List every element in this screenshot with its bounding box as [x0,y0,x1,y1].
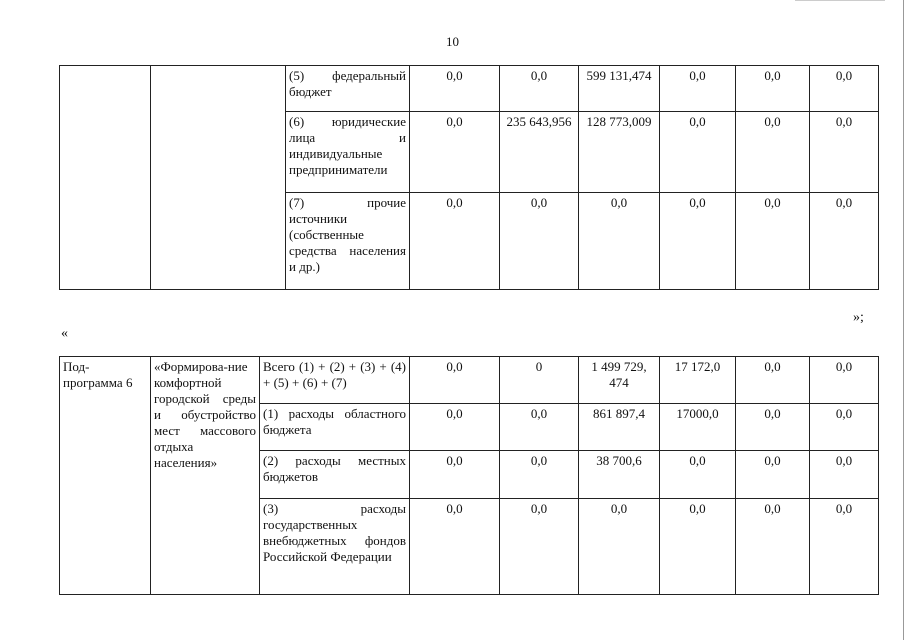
value-cell: 0,0 [500,451,579,499]
value-cell: 0,0 [410,193,500,290]
value-cell: 0,0 [810,193,879,290]
value-cell: 0,0 [736,112,810,193]
value-cell: 0,0 [410,357,500,404]
subprogram-title: «Формирова-ние комфортной городской среды и обустройство мест массового отдыха населения» [151,357,260,595]
value-cell: 0,0 [810,66,879,112]
value-cell: 0,0 [736,404,810,451]
page-number: 10 [446,34,459,49]
value-cell: 17 172,0 [660,357,736,404]
value-cell: 0,0 [810,499,879,595]
value-cell: 0,0 [810,451,879,499]
value-cell: 599 131,474 [579,66,660,112]
scan-edge-line [903,0,904,640]
value-cell: 235 643,956 [500,112,579,193]
value-cell: 861 897,4 [579,404,660,451]
row-description: (1) расходы областного бюджета [260,404,410,451]
value-cell: 38 700,6 [579,451,660,499]
value-cell: 0,0 [410,451,500,499]
value-cell: 0,0 [736,357,810,404]
value-cell: 0,0 [660,112,736,193]
value-cell: 0,0 [410,404,500,451]
value-cell: 0,0 [736,499,810,595]
row-description: (5) федеральный бюджет [286,66,410,112]
value-cell: 0,0 [410,66,500,112]
opening-quote: « [61,326,68,341]
value-cell: 0,0 [500,404,579,451]
value-cell: 0,0 [660,451,736,499]
row-description: (7) прочие источники (собственные средства населения и др.) [286,193,410,290]
empty-cell [60,66,151,290]
value-cell: 0,0 [500,499,579,595]
financing-table-continuation [59,65,879,290]
row-description: (6) юридические лица и индивидуальные предприниматели [286,112,410,193]
value-cell: 0,0 [810,112,879,193]
row-description: (3) расходы государственных внебюджетных фондов Российской Федерации [260,499,410,595]
row-description: Всего (1) + (2) + (3) + (4) + (5) + (6) + (7) [260,357,410,404]
value-cell: 0,0 [660,499,736,595]
table-row [60,357,879,404]
value-cell: 0 [500,357,579,404]
row-description: (2) расходы местных бюджетов [260,451,410,499]
value-cell: 0,0 [736,193,810,290]
value-cell: 0,0 [410,499,500,595]
value-cell: 17000,0 [660,404,736,451]
subprogram-label: Под-программа 6 [60,357,151,595]
empty-cell [151,66,286,290]
value-cell: 0,0 [660,193,736,290]
value-cell: 0,0 [736,66,810,112]
value-cell: 0,0 [810,404,879,451]
closing-quote: »; [853,310,864,325]
scan-edge-mark [795,0,885,1]
value-cell: 0,0 [500,193,579,290]
value-cell: 0,0 [736,451,810,499]
value-cell: 128 773,009 [579,112,660,193]
subprogram-table [59,356,879,595]
value-cell: 0,0 [410,112,500,193]
value-cell: 1 499 729, 474 [579,357,660,404]
table-row [60,66,879,112]
value-cell: 0,0 [579,193,660,290]
value-cell: 0,0 [500,66,579,112]
value-cell: 0,0 [660,66,736,112]
value-cell: 0,0 [579,499,660,595]
value-cell: 0,0 [810,357,879,404]
